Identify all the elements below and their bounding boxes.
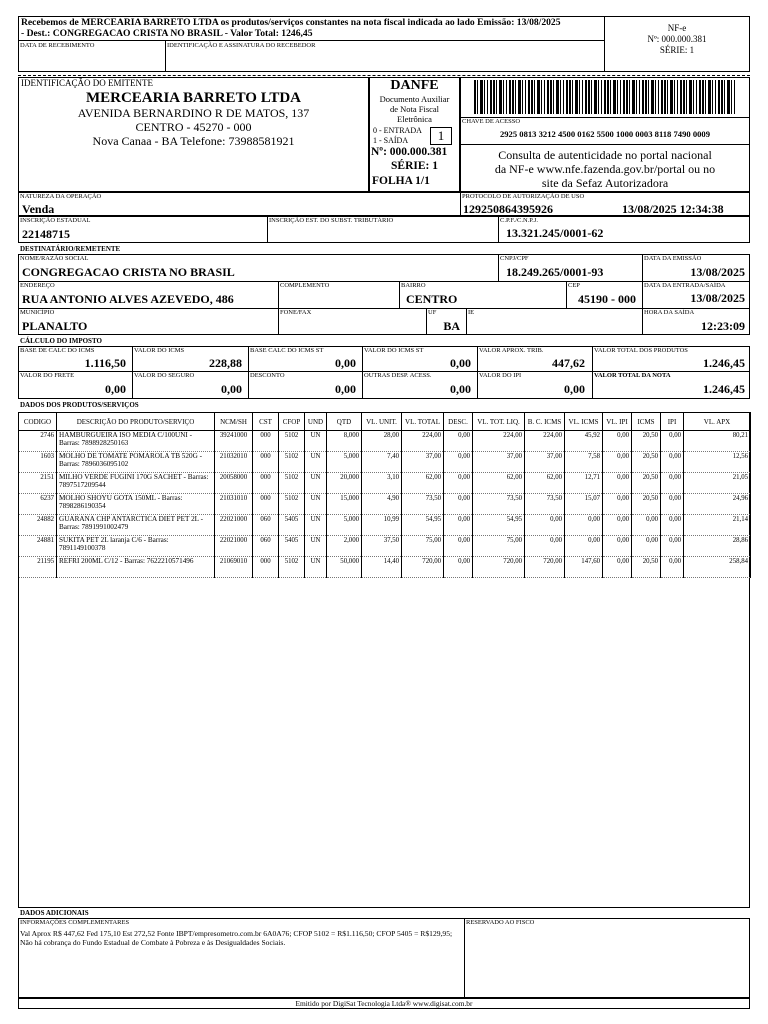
table-cell: 28,00 [362, 431, 402, 452]
cep-label: CEP [568, 282, 580, 289]
table-cell: 20,50 [632, 473, 661, 494]
danfe-number: Nº: 000.000.381 [371, 146, 448, 158]
table-cell: 224,00 [402, 431, 444, 452]
table-cell: 0,00 [444, 515, 473, 536]
table-cell: 5102 [279, 494, 305, 515]
danfe-entry: 0 - ENTRADA [373, 126, 422, 135]
table-cell: 0,00 [661, 536, 684, 557]
table-cell: SUKITA PET 2L laranja C/6 - Barras: 7891149100378 [57, 536, 215, 557]
table-cell: 37,00 [402, 452, 444, 473]
column-header: VL. ICMS [565, 413, 603, 431]
table-cell: 28,86 [684, 536, 751, 557]
column-header: VL. UNIT. [362, 413, 402, 431]
table-cell: 15,000 [327, 494, 362, 515]
table-cell: 0,00 [525, 515, 565, 536]
city-label: MUNICÍPIO [20, 309, 55, 316]
table-row [19, 452, 751, 473]
freight-label: VALOR DO FRETE [20, 372, 75, 379]
table-cell: 54,95 [402, 515, 444, 536]
table-cell: UN [305, 431, 327, 452]
icms-st-label: VALOR DO ICMS ST [364, 347, 424, 354]
table-cell: 62,00 [473, 473, 525, 494]
table-cell: 3,10 [362, 473, 402, 494]
other-value: 0,00 [450, 382, 471, 396]
district-label: BAIRRO [401, 282, 426, 289]
table-cell: 7,40 [362, 452, 402, 473]
table-cell: 62,00 [525, 473, 565, 494]
table-cell: 24881 [19, 536, 57, 557]
products-header-row [19, 413, 751, 431]
exit-date-label: DATA DA ENTRADA/SAÍDA [644, 282, 726, 289]
exit-time-label: HORA DA SAÍDA [644, 309, 695, 316]
table-cell: 73,50 [402, 494, 444, 515]
ipi-value: 0,00 [564, 382, 585, 396]
table-cell: 0,00 [525, 536, 565, 557]
table-cell: 37,50 [362, 536, 402, 557]
icms-st: 0,00 [450, 356, 471, 370]
products-section-label: DADOS DOS PRODUTOS/SERVIÇOS [20, 401, 139, 409]
access-key: 2925 0813 3212 4500 0162 5500 1000 0003 8118 7490 0009 [499, 129, 711, 139]
table-cell: 5102 [279, 557, 305, 578]
table-row [19, 515, 751, 536]
table-cell: 0,00 [661, 452, 684, 473]
column-header: VL. APX [684, 413, 751, 431]
table-cell: 5102 [279, 431, 305, 452]
table-cell: 0,00 [603, 452, 632, 473]
table-cell: 0,00 [565, 536, 603, 557]
products-total: 1.246,45 [703, 356, 745, 370]
column-header: VL. TOT. LIQ. [473, 413, 525, 431]
total-value: 1.246,45 [703, 382, 745, 396]
recipient-section-label: DESTINATÁRIO/REMETENTE [20, 245, 121, 253]
table-cell: 258,84 [684, 557, 751, 578]
table-cell: 37,00 [525, 452, 565, 473]
table-cell: 24882 [19, 515, 57, 536]
additional-section-label: DADOS ADICIONAIS [20, 909, 89, 917]
table-cell: 15,07 [565, 494, 603, 515]
base-st-label: BASE CALC DO ICMS ST [250, 347, 324, 354]
table-row [19, 431, 751, 452]
table-cell: 060 [253, 515, 279, 536]
column-header: VL. TOTAL [402, 413, 444, 431]
protocol-label: PROTOCOLO DE AUTORIZAÇÃO DE USO [462, 193, 585, 200]
receipt-nfe-number: Nº: 000.000.381 [647, 34, 707, 44]
receipt-nfe-label: NF-e [667, 23, 687, 33]
fisco-label: RESERVADO AO FISCO [466, 919, 535, 926]
table-cell: 0,00 [661, 515, 684, 536]
table-cell: 73,50 [525, 494, 565, 515]
discount-value: 0,00 [335, 382, 356, 396]
uf-label: UF [428, 309, 437, 316]
table-cell: 2746 [19, 431, 57, 452]
products-total-label: VALOR TOTAL DOS PRODUTOS [594, 347, 688, 354]
table-cell: 0,00 [565, 515, 603, 536]
table-cell: 2,000 [327, 536, 362, 557]
icms-label: VALOR DO ICMS [134, 347, 185, 354]
ie-value: 22148715 [22, 227, 70, 241]
ie-st-label: INSCRIÇÃO EST. DO SUBST. TRIBUTÁRIO [269, 217, 394, 224]
table-cell: 37,00 [473, 452, 525, 473]
table-cell: 6237 [19, 494, 57, 515]
receipt-text-line1: Recebemos de MERCEARIA BARRETO LTDA os produtos/serviços constantes na nota fiscal indicada ao lado Emissão: 13/08/2025 [21, 17, 561, 28]
base-st: 0,00 [335, 356, 356, 370]
table-cell: 2151 [19, 473, 57, 494]
recipient-doc-label: CNPJ/CPF [500, 255, 529, 262]
consult-line-2: da NF-e www.nfe.fazenda.gov.br/portal ou no [494, 162, 716, 176]
other-label: OUTRAS DESP. ACESS. [364, 372, 432, 379]
recipient-name-label: NOME/RAZÃO SOCIAL [20, 255, 89, 262]
table-cell: 0,00 [444, 536, 473, 557]
column-header: CODIGO [19, 413, 57, 431]
table-cell: 0,00 [603, 473, 632, 494]
exit-time: 12:23:09 [701, 319, 745, 333]
table-cell: 0,00 [444, 494, 473, 515]
cnpj-value: 13.321.245/0001-62 [506, 226, 604, 240]
table-cell: UN [305, 536, 327, 557]
table-cell: 75,00 [473, 536, 525, 557]
table-cell: 0,00 [603, 515, 632, 536]
table-cell: UN [305, 515, 327, 536]
table-cell: 720,00 [473, 557, 525, 578]
table-cell: MOLHO DE TOMATE POMAROLA TB 520G - Barras: 7896036095102 [57, 452, 215, 473]
table-cell: 5,000 [327, 452, 362, 473]
column-header: DESCRIÇÃO DO PRODUTO/SERVIÇO [57, 413, 215, 431]
table-cell: 0,00 [603, 494, 632, 515]
column-header: VL. IPI [603, 413, 632, 431]
insurance-label: VALOR DO SEGURO [134, 372, 195, 379]
table-cell: 0,00 [661, 473, 684, 494]
nature-value: Venda [22, 202, 55, 216]
table-cell: 0,00 [444, 473, 473, 494]
table-cell: 21,05 [684, 473, 751, 494]
table-cell: 39241000 [215, 431, 253, 452]
emitter-address: AVENIDA BERNARDINO R DE MATOS, 137 [77, 106, 310, 120]
complement-label: COMPLEMENTO [280, 282, 330, 289]
recipient-city: PLANALTO [22, 319, 88, 333]
table-cell: 1603 [19, 452, 57, 473]
cnpj-label: C.P.F./C.N.P.J. [500, 217, 538, 224]
table-cell: 20,50 [632, 431, 661, 452]
table-cell: 0,00 [661, 557, 684, 578]
table-cell: 75,00 [402, 536, 444, 557]
table-cell: 12,56 [684, 452, 751, 473]
table-cell: 24,96 [684, 494, 751, 515]
column-header: IPI [661, 413, 684, 431]
table-cell: REFRI 200ML C/12 - Barras: 7622210571496 [57, 557, 215, 578]
issue-date-label: DATA DA EMISSÃO [644, 255, 702, 262]
table-cell: 21069010 [215, 557, 253, 578]
receipt-date-label: DATA DE RECEBIMENTO [20, 42, 95, 49]
table-cell: UN [305, 452, 327, 473]
cut-line [18, 75, 750, 76]
table-cell: 000 [253, 473, 279, 494]
icms-value: 228,88 [209, 356, 242, 370]
table-cell: 20,000 [327, 473, 362, 494]
barcode [474, 80, 736, 114]
info-text: Val Aprox R$ 447,62 Fed 175,10 Est 272,52 Fonte IBPT/empresometro.com.br 6A0A76; CFOP 5102 = R$1.116,50; CFOP 5405 = R$129,95; Não há cobrança do Fundo Estadual de Combate à Pobreza e às Desigualdades Sociais. [20, 929, 453, 947]
nature-label: NATUREZA DA OPERAÇÃO [20, 193, 102, 200]
table-cell: 147,60 [565, 557, 603, 578]
protocol-datetime: 13/08/2025 12:34:38 [622, 202, 724, 216]
table-row [19, 494, 751, 515]
table-cell: 720,00 [402, 557, 444, 578]
table-cell: UN [305, 473, 327, 494]
table-cell: 21031010 [215, 494, 253, 515]
exit-date: 13/08/2025 [690, 291, 745, 305]
table-cell: 73,50 [473, 494, 525, 515]
table-cell: 224,00 [525, 431, 565, 452]
table-cell: 0,00 [444, 452, 473, 473]
recipient-doc: 18.249.265/0001-93 [506, 265, 604, 279]
danfe-page: FOLHA 1/1 [372, 175, 430, 187]
table-cell: 10,99 [362, 515, 402, 536]
table-cell: 0,00 [603, 557, 632, 578]
table-cell: 20,50 [632, 452, 661, 473]
table-row [19, 473, 751, 494]
table-cell: 060 [253, 536, 279, 557]
table-cell: 20058000 [215, 473, 253, 494]
table-cell: 224,00 [473, 431, 525, 452]
discount-label: DESCONTO [250, 372, 285, 379]
danfe-series: SÉRIE: 1 [391, 160, 438, 172]
base-icms: 1.116,50 [84, 356, 126, 370]
phone-label: FONE/FAX [280, 309, 312, 316]
emitter-section-label: IDENTIFICAÇÃO DO EMITENTE [21, 78, 153, 88]
column-header: UND [305, 413, 327, 431]
table-cell: 21195 [19, 557, 57, 578]
table-cell: MOLHO SHOYU GOTA 150ML - Barras: 7898286190354 [57, 494, 215, 515]
recipient-district: CENTRO [406, 292, 458, 306]
column-header: QTD [327, 413, 362, 431]
table-cell: 5405 [279, 515, 305, 536]
table-cell: 20,50 [632, 494, 661, 515]
emitter-name: MERCEARIA BARRETO LTDA [85, 90, 302, 106]
danfe-subtitle-3: Eletrônica [397, 114, 432, 124]
table-cell: MILHO VERDE FUGINI 170G SACHET - Barras: 7897517209544 [57, 473, 215, 494]
products-table [18, 412, 751, 578]
table-cell: 0,00 [444, 557, 473, 578]
footer-text: Emitido por DigiSat Tecnologia Ltda® www.digisat.com.br [295, 999, 473, 1008]
recipient-address: RUA ANTONIO ALVES AZEVEDO, 486 [22, 292, 234, 306]
table-cell: 14,40 [362, 557, 402, 578]
table-cell: 21,14 [684, 515, 751, 536]
consult-line-1: Consulta de autenticidade no portal nacional [498, 148, 712, 162]
recipient-uf: BA [443, 319, 460, 333]
table-cell: UN [305, 557, 327, 578]
table-cell: 22021000 [215, 515, 253, 536]
table-cell: 000 [253, 557, 279, 578]
recipient-ie-label: IE [468, 309, 475, 316]
table-cell: 000 [253, 494, 279, 515]
receipt-nfe-series: SÉRIE: 1 [659, 45, 695, 55]
table-cell: 4,90 [362, 494, 402, 515]
recipient-cep: 45190 - 000 [578, 292, 636, 306]
table-cell: 5102 [279, 452, 305, 473]
table-cell: 80,21 [684, 431, 751, 452]
table-row [19, 557, 751, 578]
table-cell: 54,95 [473, 515, 525, 536]
table-cell: 720,00 [525, 557, 565, 578]
table-cell: 0,00 [603, 536, 632, 557]
approx-value: 447,62 [552, 356, 585, 370]
table-cell: 12,71 [565, 473, 603, 494]
table-cell: 20,50 [632, 557, 661, 578]
column-header: DESC. [444, 413, 473, 431]
insurance-value: 0,00 [221, 382, 242, 396]
danfe-type-box: 1 [430, 127, 452, 145]
table-cell: 7,58 [565, 452, 603, 473]
danfe-title: DANFE [390, 78, 439, 93]
column-header: B. C. ICMS [525, 413, 565, 431]
table-cell: 45,92 [565, 431, 603, 452]
table-cell: 0,00 [444, 431, 473, 452]
danfe-subtitle-1: Documento Auxiliar [379, 94, 450, 104]
table-cell: GUARANA CHP ANTARCTICA DIET PET 2L - Barras: 7891991002479 [57, 515, 215, 536]
table-cell: 0,00 [632, 536, 661, 557]
table-cell: 0,00 [603, 431, 632, 452]
products-body [19, 431, 751, 578]
table-cell: 8,000 [327, 431, 362, 452]
column-header: ICMS [632, 413, 661, 431]
table-cell: 5102 [279, 473, 305, 494]
table-row [19, 536, 751, 557]
table-cell: 0,00 [632, 515, 661, 536]
total-label: VALOR TOTAL DA NOTA [594, 372, 671, 379]
issue-date: 13/08/2025 [690, 265, 745, 279]
recipient-name: CONGREGACAO CRISTA NO BRASIL [22, 265, 235, 279]
table-cell: 0,00 [661, 494, 684, 515]
consult-line-3: site da Sefaz Autorizadora [541, 176, 669, 190]
receipt-sign-label: IDENTIFICAÇÃO E ASSINATURA DO RECEBEDOR [167, 42, 316, 49]
table-cell: 000 [253, 431, 279, 452]
table-cell: 5,000 [327, 515, 362, 536]
access-key-label: CHAVE DE ACESSO [462, 118, 521, 125]
danfe-exit: 1 - SAÍDA [373, 136, 409, 145]
freight-value: 0,00 [105, 382, 126, 396]
table-cell: 50,000 [327, 557, 362, 578]
ipi-label: VALOR DO IPI [479, 372, 522, 379]
receipt-text-line2: - Dest.: CONGREGACAO CRISTA NO BRASIL - Valor Total: 1246,45 [21, 28, 313, 39]
table-cell: 22021000 [215, 536, 253, 557]
table-cell: 000 [253, 452, 279, 473]
column-header: CFOP [279, 413, 305, 431]
table-cell: 0,00 [661, 431, 684, 452]
protocol-value: 129250864395926 [463, 202, 553, 216]
approx-label: VALOR APROX. TRIB. [479, 347, 544, 354]
emitter-city-phone: Nova Canaa - BA Telefone: 73988581921 [92, 134, 295, 148]
base-icms-label: BASE DE CALC DO ICMS [20, 347, 95, 354]
tax-section-label: CÁLCULO DO IMPOSTO [20, 337, 102, 345]
table-cell: 62,00 [402, 473, 444, 494]
column-header: NCM/SH [215, 413, 253, 431]
ie-label: INSCRIÇÃO ESTADUAL [20, 217, 91, 224]
table-cell: 21032010 [215, 452, 253, 473]
emitter-district: CENTRO - 45270 - 000 [135, 120, 252, 134]
recipient-address-label: ENDEREÇO [20, 282, 55, 289]
table-cell: UN [305, 494, 327, 515]
info-label: INFORMAÇÕES COMPLEMENTARES [20, 919, 130, 926]
column-header: CST [253, 413, 279, 431]
danfe-subtitle-2: de Nota Fiscal [389, 104, 440, 114]
table-cell: 5405 [279, 536, 305, 557]
table-cell: HAMBURGUEIRA ISO MEDIA C/100UNI - Barras: 7898928250163 [57, 431, 215, 452]
